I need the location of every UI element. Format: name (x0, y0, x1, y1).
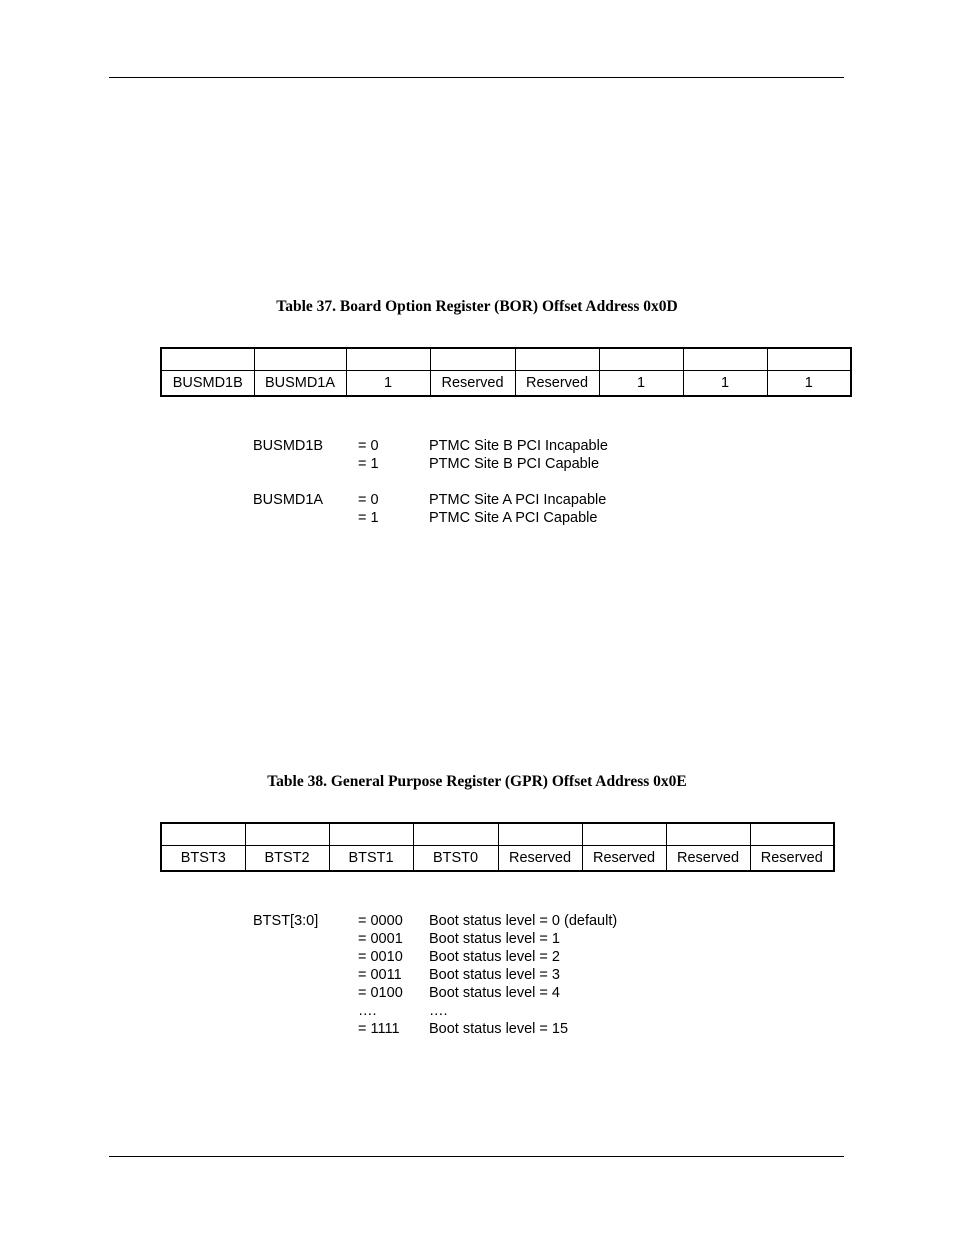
bit-header-cell (666, 823, 750, 846)
bit-header-cell (582, 823, 666, 846)
definition-text: PTMC Site B PCI Incapable (429, 438, 608, 454)
bit-cell: 1 (599, 371, 683, 397)
definition-value: = 0011 (358, 967, 402, 983)
definition-text: PTMC Site A PCI Capable (429, 510, 598, 526)
definition-value: = 0010 (358, 949, 403, 965)
bit-cell: BTST0 (413, 846, 498, 872)
definition-value: = 1 (358, 510, 379, 526)
definition-value: = 0 (358, 492, 379, 508)
gpr-register-table (160, 822, 835, 872)
definition-text: …. (429, 1003, 448, 1019)
bit-header-cell (683, 348, 767, 371)
bit-cell: Reserved (666, 846, 750, 872)
definition-term: BTST[3:0] (253, 913, 319, 929)
definition-text: Boot status level = 3 (429, 967, 560, 983)
bit-header-cell (329, 823, 413, 846)
bit-cell: BTST2 (245, 846, 329, 872)
bit-header-cell (498, 823, 582, 846)
bit-cell: BTST1 (329, 846, 413, 872)
bit-header-cell (245, 823, 329, 846)
bit-cell: Reserved (515, 371, 599, 397)
definition-value: = 0 (358, 438, 379, 454)
definition-text: Boot status level = 0 (default) (429, 913, 618, 929)
bit-header-cell (161, 823, 245, 846)
definition-text: PTMC Site B PCI Capable (429, 456, 600, 472)
bit-header-cell (767, 348, 851, 371)
definition-text: Boot status level = 2 (429, 949, 560, 965)
bit-cell: 1 (683, 371, 767, 397)
definition-value: = 1111 (358, 1021, 400, 1037)
bit-header-cell (515, 348, 599, 371)
bor-register-table (160, 347, 852, 397)
header-rule (109, 77, 844, 78)
definition-text: PTMC Site A PCI Incapable (429, 492, 607, 508)
definition-value: = 1 (358, 456, 379, 472)
bit-header-cell (750, 823, 834, 846)
bit-cell: Reserved (750, 846, 834, 872)
bit-header-cell (346, 348, 430, 371)
bit-value-row (161, 371, 851, 397)
definition-term: BUSMD1A (253, 492, 324, 508)
bit-value-row (161, 846, 834, 872)
bit-cell: BUSMD1A (254, 371, 346, 397)
bit-header-row (161, 348, 851, 371)
bit-header-cell (599, 348, 683, 371)
definition-text: Boot status level = 15 (429, 1021, 569, 1037)
definition-value: …. (358, 1003, 377, 1019)
definition-text: Boot status level = 4 (429, 985, 560, 1001)
table-37-caption: Table 37. Board Option Register (BOR) Offset Address 0x0D (276, 298, 678, 315)
bit-cell: BTST3 (161, 846, 245, 872)
definition-term: BUSMD1B (253, 438, 324, 454)
bit-header-cell (254, 348, 346, 371)
definition-value: = 0000 (358, 913, 403, 929)
bit-cell: Reserved (498, 846, 582, 872)
bit-header-cell (413, 823, 498, 846)
definition-text: Boot status level = 1 (429, 931, 560, 947)
bit-cell: Reserved (430, 371, 515, 397)
footer-rule (109, 1156, 844, 1157)
table-38-caption: Table 38. General Purpose Register (GPR) Offset Address 0x0E (267, 773, 687, 790)
bit-header-cell (430, 348, 515, 371)
bit-cell: 1 (767, 371, 851, 397)
bit-cell: 1 (346, 371, 430, 397)
definition-value: = 0001 (358, 931, 403, 947)
bit-header-cell (161, 348, 254, 371)
bit-cell: BUSMD1B (161, 371, 254, 397)
bit-cell: Reserved (582, 846, 666, 872)
bit-header-row (161, 823, 834, 846)
definition-value: = 0100 (358, 985, 403, 1001)
